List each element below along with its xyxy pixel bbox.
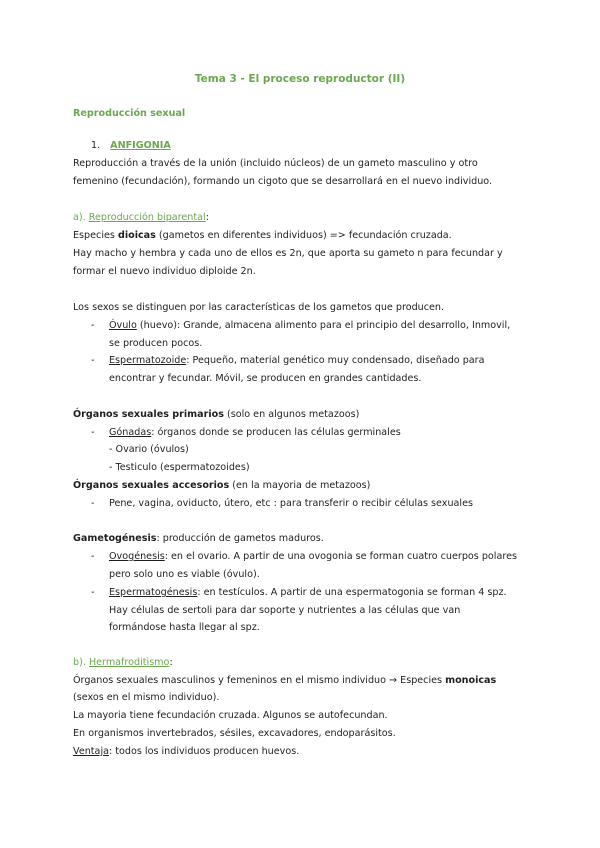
list-item: Ovogénesis: en el ovario. A partir de una ovogonia se forman cuatro cuerpos polares	[109, 551, 517, 562]
list-item: Espermatogénesis: en testículos. A partir de una espermatogonia se forman 4 spz.	[109, 587, 507, 598]
paragraph-line: En organismos invertebrados, sésiles, excavadores, endoparásitos.	[73, 728, 396, 739]
paragraph-line: (sexos en el mismo individuo).	[73, 692, 220, 703]
biparental-heading: a). Reproducción biparental:	[73, 212, 209, 223]
list-item-cont: - Testiculo (espermatozoides)	[109, 462, 250, 473]
bullet-dash: -	[91, 498, 95, 509]
list-item: Pene, vagina, oviducto, útero, etc : para transferir o recibir células sexuales	[109, 498, 473, 509]
bullet-dash: -	[91, 355, 95, 366]
bullet-dash: -	[91, 320, 95, 331]
list-item-cont: se producen pocos.	[109, 338, 203, 349]
hermafroditismo-heading: b). Hermafroditismo:	[73, 657, 173, 668]
paragraph-line: La mayoria tiene fecundación cruzada. Algunos se autofecundan.	[73, 710, 388, 721]
paragraph-line: Hay macho y hembra y cada uno de ellos es 2n, que aporta su gameto n para fecundar y	[73, 248, 503, 259]
paragraph-line: Los sexos se distinguen por las características de los gametos que producen.	[73, 302, 445, 313]
list-item-cont: encontrar y fecundar. Móvil, se producen en grandes cantidades.	[109, 373, 422, 384]
hermafroditismo-link: Hermafroditismo	[88, 657, 170, 668]
paragraph-line: Reproducción a través de la unión (incluido núcleos) de un gameto masculino y otro	[73, 158, 478, 169]
page-title: Tema 3 - El proceso reproductor (II)	[194, 73, 406, 85]
anfigonia-title: ANFIGONIA	[110, 140, 171, 151]
paragraph-line: Especies dioicas (gametos en diferentes individuos) => fecundación cruzada.	[73, 230, 452, 241]
paragraph-line: Órganos sexuales primarios (solo en algunos metazoos)	[73, 409, 360, 420]
section-heading: Reproducción sexual	[73, 108, 186, 119]
list-item-cont: pero solo uno es viable (óvulo).	[109, 569, 260, 580]
bullet-dash: -	[91, 587, 95, 598]
list-item-cont: formándose hasta llegar al spz.	[109, 622, 260, 633]
list-item: Espermatozoide: Pequeño, material genético muy condensado, diseñado para	[109, 355, 485, 366]
list-number: 1.	[91, 140, 101, 151]
bullet-dash: -	[91, 551, 95, 562]
list-item-cont: Hay células de sertoli para dar soporte y nutrientes a las células que van	[109, 605, 461, 616]
anfigonia-heading	[91, 140, 171, 152]
biparental-link: Reproducción biparental	[88, 212, 206, 223]
paragraph-line: Órganos sexuales masculinos y femeninos en el mismo individuo → Especies monoicas	[73, 675, 497, 686]
list-item-cont: - Ovario (óvulos)	[109, 444, 189, 455]
paragraph-line: Gametogénesis: producción de gametos maduros.	[73, 533, 324, 544]
paragraph-line: femenino (fecundación), formando un cigoto que se desarrollará en el nuevo individuo.	[73, 176, 493, 187]
bullet-dash: -	[91, 427, 95, 438]
paragraph-line: formar el nuevo individuo diploide 2n.	[73, 266, 256, 277]
paragraph-line: Órganos sexuales accesorios (en la mayoria de metazoos)	[73, 480, 371, 491]
list-item: Óvulo (huevo): Grande, almacena alimento para el principio del desarrollo, Inmovil,	[109, 320, 511, 331]
paragraph-line: Ventaja: todos los individuos producen huevos.	[73, 746, 300, 757]
list-item: Gónadas: órganos donde se producen las células germinales	[109, 427, 401, 438]
